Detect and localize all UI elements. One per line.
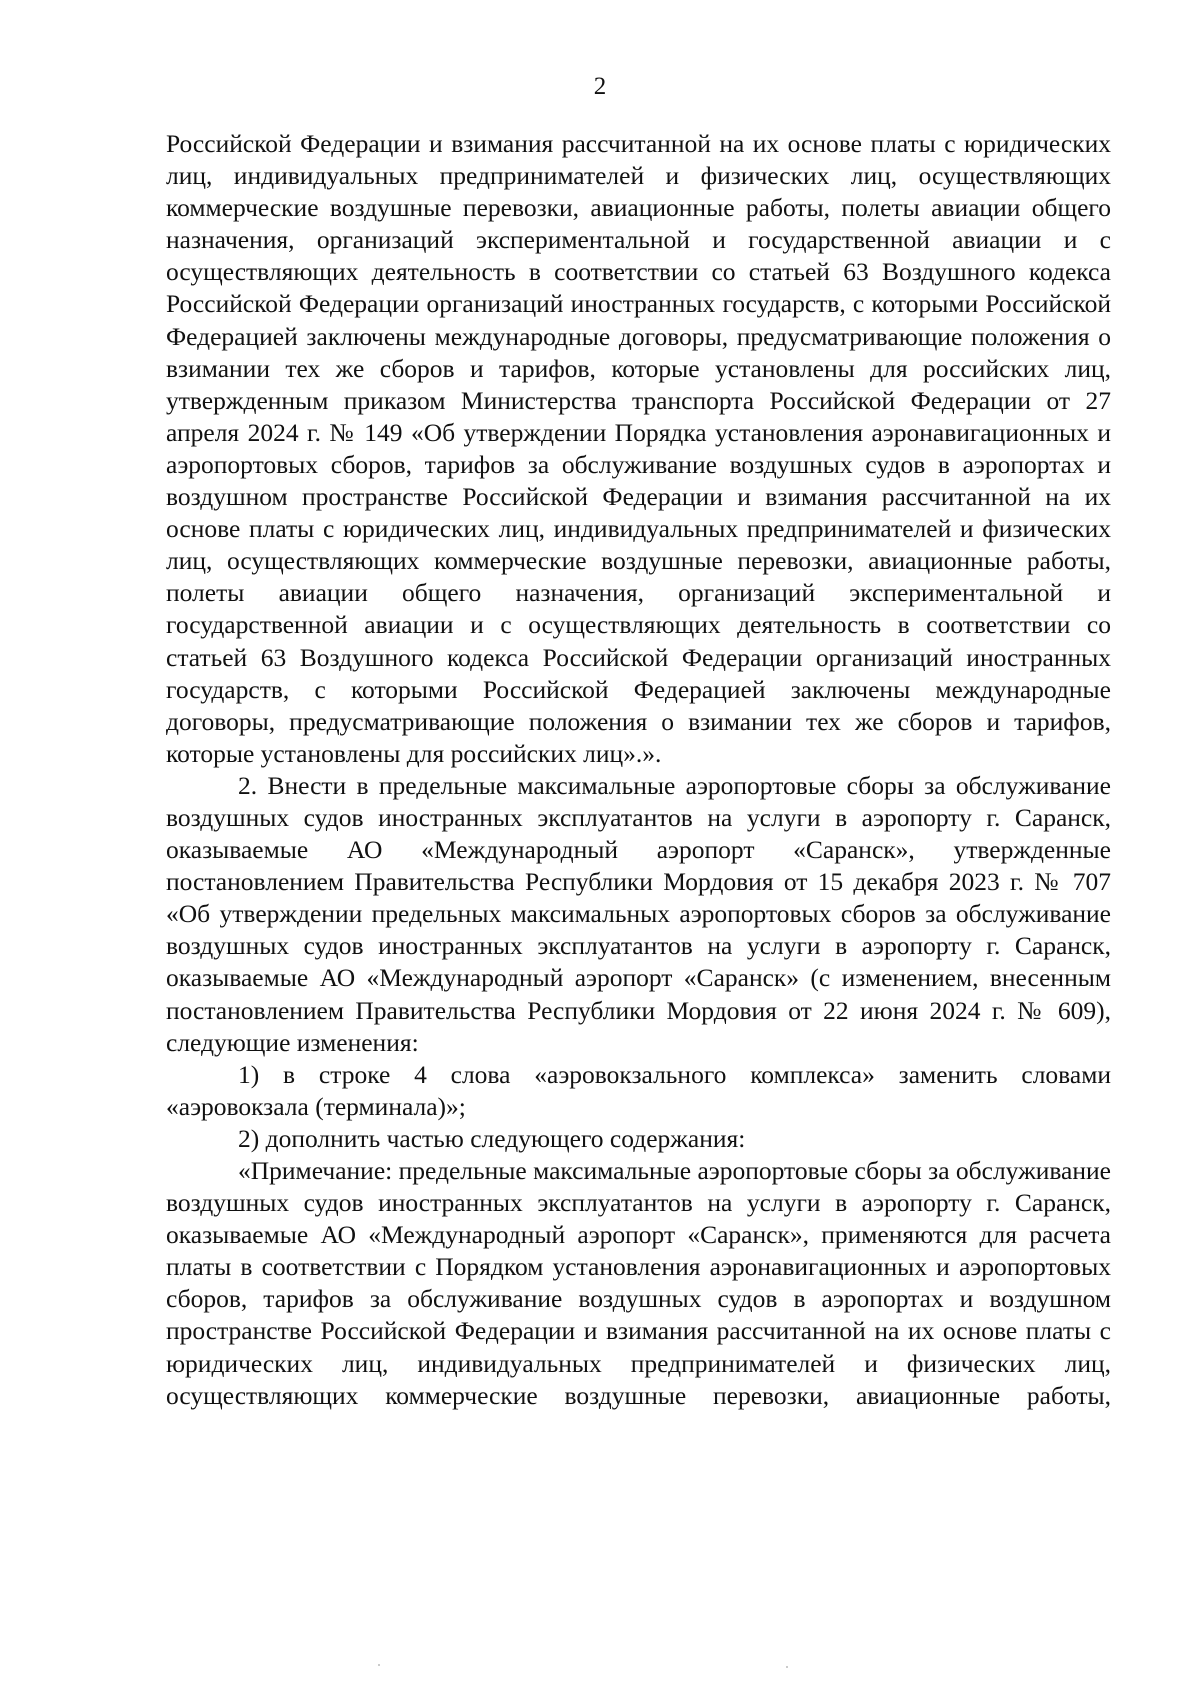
page-number: 2 (593, 73, 607, 100)
scan-artifact-dot (786, 1666, 788, 1668)
paragraph-subitem-2: 2) дополнить частью следующего содержания: (238, 1123, 746, 1153)
scan-artifact-dot (378, 1664, 380, 1666)
paragraph-subitem-1: 1) в строке 4 слова «аэровокзального комплекса» заменить словами «аэровокзала (терминала)»; (166, 1059, 1111, 1121)
paragraph-note: «Примечание: предельные максимальные аэропортовые сборы за обслуживание воздушных судов иностранных эксплуатантов на услуги в аэропорту г. Саранск, оказываемые АО «Международный аэропорт «Саранск», применяются для расчета платы в соответствии с Порядком установления аэронавигационных и аэропортовых сборов, тарифов за обслуживание воздушных судов в аэропортах и воздушном пространстве Российской Федерации и взимания рассчитанной на их основе платы с юридических лиц, индивидуальных предпринимателей и физических лиц, осуществляющих коммерческие воздушные перевозки, авиационные работы, (166, 1156, 1111, 1410)
paragraph-item-2: 2. Внести в предельные максимальные аэропортовые сборы за обслуживание воздушных судов иностранных эксплуатантов на услуги в аэропорту г. Саранск, оказываемые АО «Международный аэропорт «Саранск», утвержденные постановлением Правительства Республики Мордовия от 15 декабря 2023 г. № 707 «Об утверждении предельных максимальных аэропортовых сборов за обслуживание воздушных судов иностранных эксплуатантов на услуги в аэропорту г. Саранск, оказываемые АО «Международный аэропорт «Саранск» (с изменением, внесенным постановлением Правительства Республики Мордовия от 22 июня 2024 г. № 609), следующие изменения: (166, 770, 1111, 1057)
document-body (166, 128, 1111, 1412)
paragraph-continuation: Российской Федерации и взимания рассчитанной на их основе платы с юридических лиц, индивидуальных предпринимателей и физических лиц, осуществляющих коммерческие воздушные перевозки, авиационные работы, полеты авиации общего назначения, организаций экспериментальной и государственной авиации и с осуществляющих деятельность в соответствии со статьей 63 Воздушного кодекса Российской Федерации организаций иностранных государств, с которыми Российской Федерацией заключены международные договоры, предусматривающие положения о взимании тех же сборов и тарифов, которые установлены для российских лиц, утвержденным приказом Министерства транспорта Российской Федерации от 27 апреля 2024 г. № 149 «Об утверждении Порядка установления аэронавигационных и аэропортовых сборов, тарифов за обслуживание воздушных судов в аэропортах и воздушном пространстве Российской Федерации и взимания рассчитанной на их основе платы с юридических лиц, индивидуальных предпринимателей и физических лиц, осуществляющих коммерческие воздушные перевозки, авиационные работы, полеты авиации общего назначения, организаций экспериментальной и государственной авиации и с осуществляющих деятельность в соответствии со статьей 63 Воздушного кодекса Российской Федерации организаций иностранных государств, с которыми Российской Федерацией заключены международные договоры, предусматривающие положения о взимании тех же сборов и тарифов, которые установлены для российских лиц».». (166, 129, 1111, 768)
